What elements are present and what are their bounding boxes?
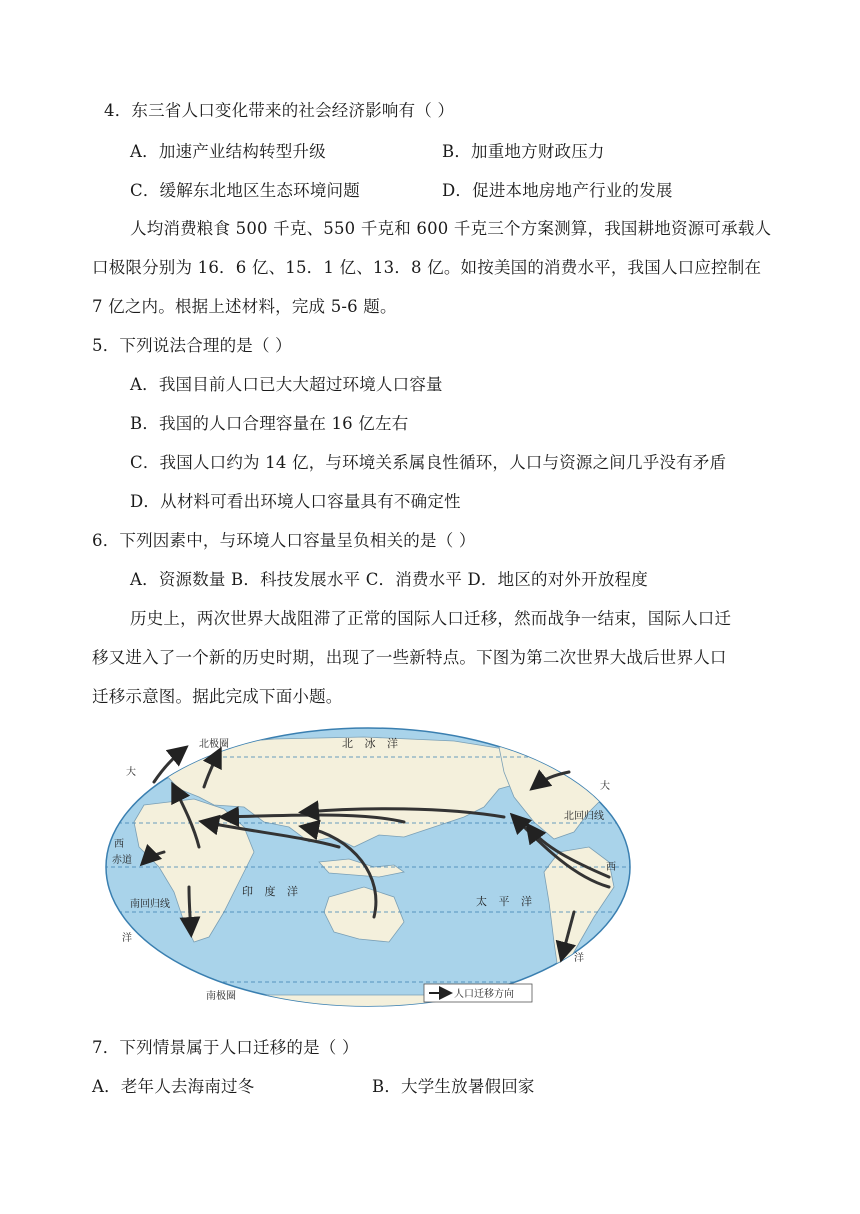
- label-tropic-cancer: 北回归线: [564, 811, 604, 822]
- q4-option-d: D．促进本地房地产行业的发展: [442, 181, 673, 200]
- q5-option-a: A．我国目前人口已大大超过环境人口容量: [130, 375, 443, 394]
- label-atlantic-e-1: 大: [600, 781, 610, 792]
- q7-option-b: B．大学生放暑假回家: [372, 1077, 535, 1096]
- q4-stem: 4．东三省人口变化带来的社会经济影响有（ ）: [104, 101, 455, 120]
- label-arctic-ocean: 北 冰 洋: [342, 737, 402, 750]
- material1-line1: 人均消费粮食 500 千克、550 千克和 600 千克三个方案测算，我国耕地资源可承载人: [130, 219, 772, 238]
- material2-line3: 迁移示意图。据此完成下面小题。: [92, 687, 343, 706]
- legend-label: 人口迁移方向: [454, 989, 514, 1000]
- world-migration-map: [104, 727, 632, 1007]
- antarctica: [104, 995, 632, 1007]
- material2-line1: 历史上，两次世界大战阻滞了正常的国际人口迁移，然而战争一结束，国际人口迁: [130, 609, 732, 628]
- label-pacific-ocean: 太 平 洋: [476, 895, 536, 908]
- label-indian-ocean: 印 度 洋: [242, 885, 302, 898]
- label-atlantic-w-2: 西: [114, 839, 124, 850]
- label-antarctic-circle: 南极圈: [206, 991, 236, 1002]
- material1-line2: 口极限分别为 16．6 亿、15．1 亿、13．8 亿。如按美国的消费水平，我国人口应控制在: [92, 258, 762, 277]
- world-map-svg: [104, 727, 632, 1007]
- label-arctic-circle: 北极圈: [199, 739, 229, 750]
- label-atlantic-w-3: 洋: [122, 933, 132, 944]
- q6-stem: 6．下列因素中，与环境人口容量呈负相关的是（ ）: [92, 531, 476, 550]
- q4-option-b: B．加重地方财政压力: [442, 142, 605, 161]
- q5-stem: 5．下列说法合理的是（ ）: [92, 336, 292, 355]
- q4-option-c: C．缓解东北地区生态环境问题: [130, 181, 360, 200]
- label-equator: 赤道: [112, 855, 132, 866]
- q5-option-b: B．我国的人口合理容量在 16 亿左右: [130, 414, 409, 433]
- q7-option-a: A．老年人去海南过冬: [92, 1077, 255, 1096]
- label-atlantic-e-2: 西: [606, 862, 616, 873]
- label-atlantic-w-1: 大: [126, 767, 136, 778]
- material2-line2: 移又进入了一个新的历史时期，出现了一些新特点。下图为第二次世界大战后世界人口: [92, 648, 727, 667]
- q6-options: A．资源数量 B．科技发展水平 C．消费水平 D．地区的对外开放程度: [130, 570, 648, 589]
- material1-line3: 7 亿之内。根据上述材料，完成 5-6 题。: [92, 297, 397, 316]
- label-atlantic-e-3: 洋: [574, 953, 584, 964]
- q7-stem: 7．下列情景属于人口迁移的是（ ）: [92, 1038, 359, 1057]
- label-tropic-capricorn: 南回归线: [130, 899, 170, 910]
- map-legend: [424, 984, 532, 1002]
- q4-option-a: A．加速产业结构转型升级: [130, 142, 326, 161]
- q5-option-d: D．从材料可看出环境人口容量具有不确定性: [130, 492, 461, 511]
- q5-option-c: C．我国人口约为 14 亿，与环境关系属良性循环，人口与资源之间几乎没有矛盾: [130, 453, 727, 472]
